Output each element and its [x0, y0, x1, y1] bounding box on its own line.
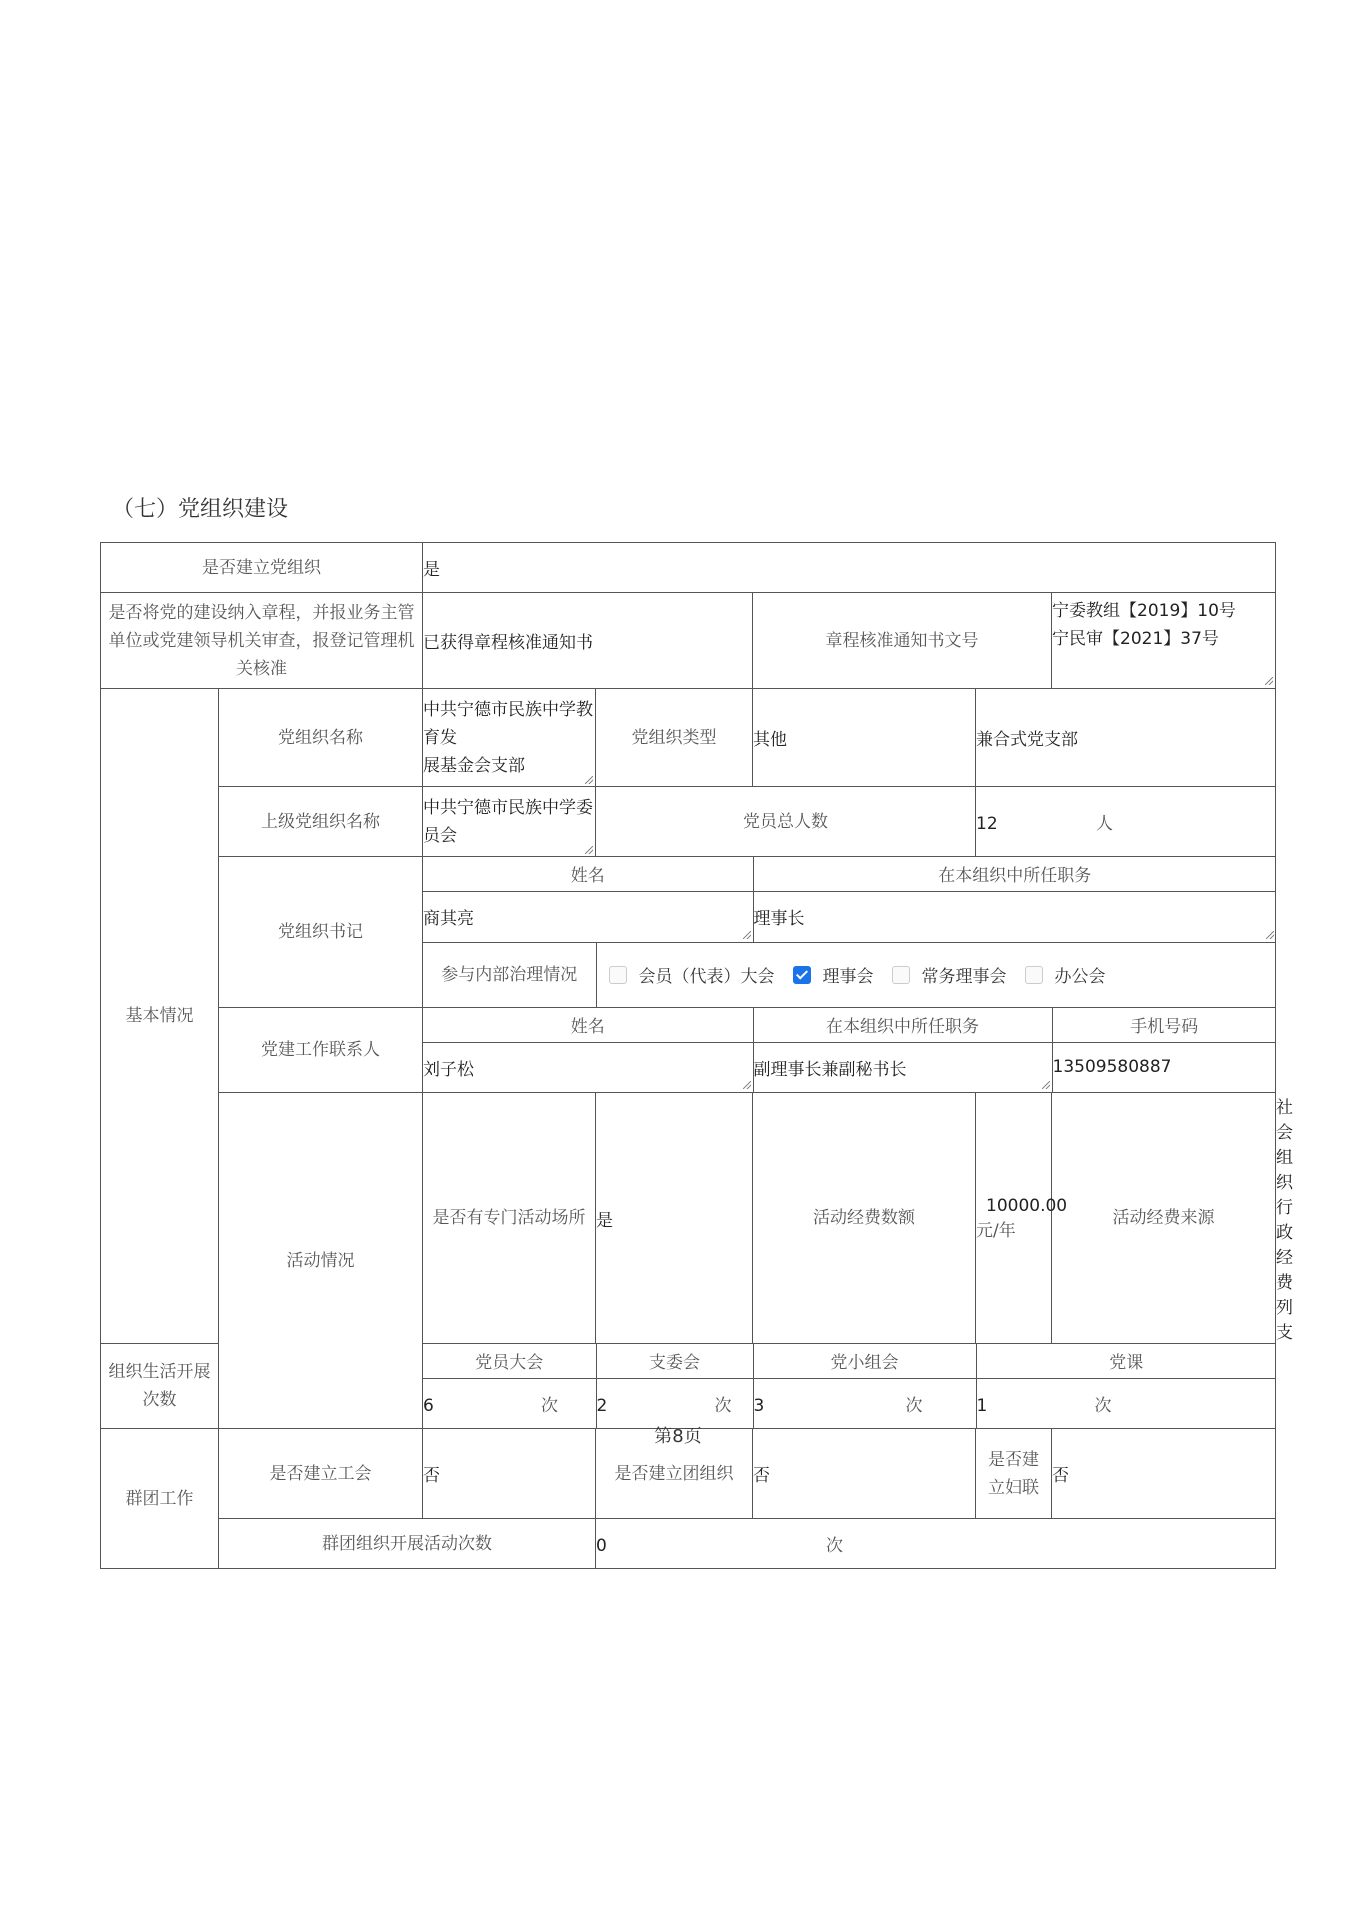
- section-title: （七）党组织建设: [112, 497, 289, 522]
- basic-group-label: 基本情况: [101, 689, 219, 1344]
- governance-option[interactable]: 会员（代表）大会: [609, 962, 775, 987]
- org-name-textarea[interactable]: [423, 689, 596, 787]
- org-type-label: 党组织类型: [596, 689, 753, 787]
- meetings-subtable: [423, 1344, 1276, 1428]
- members-unit: 人: [1096, 814, 1113, 834]
- meeting-header: 党小组会: [753, 1344, 976, 1378]
- union-value[interactable]: 否: [423, 1429, 596, 1519]
- funds-field[interactable]: [976, 1093, 1068, 1344]
- checkbox-icon[interactable]: [892, 966, 910, 984]
- party-organization-form: 是否建立党组织 是 是否将党的建设纳入章程，并报业务主管单位或党建领导机关审查，报登记管理机关核准 已获得章程核准通知书 章程核准通知书文号 宁委教组【2019】10号 宁民审【2021】37号 基本情况 党组织名称 中共宁德市民族中学教育发 展基金会支部 党组织类型 其他 兼合式党支部 上级党组织名称 中共宁德市民族中学委员会 党员总人数 12 人 党组织书记 姓名 在本组织中所任职务 商其亮 理事长 参与内部治理情况 会员（代表）大会 理事会 常务理事会 办公会 党建工作联系人 姓名 在本组织中所任职务 手机号码 刘子松 副理事长兼副秘书长 13509580887 活动情况 是否有专门活动场所 是 活动经费数额 10000.00元/年 活动经费来源 社会组织行政经费列支 组织生活开展次数 党员大会 支委会 党小组会 党课 6 次 2 次 3 次 1 次 群团工作 是否建立工会 否 是否建立团组织 否 是否建立妇联 否 群团组织开展活动次数 0 次: [100, 542, 1276, 1569]
- contact-label: 党建工作联系人: [219, 1008, 423, 1093]
- charter-value[interactable]: 已获得章程核准通知书: [423, 593, 753, 689]
- funds-label: 活动经费数额: [753, 1093, 976, 1344]
- established-value[interactable]: 是: [423, 543, 1276, 593]
- mass-activities-unit: 次: [826, 1536, 843, 1556]
- org-name-value: 中共宁德市民族中学教育发 展基金会支部: [423, 699, 593, 776]
- members-field[interactable]: [976, 787, 1276, 857]
- governance-option[interactable]: 常务理事会: [892, 962, 1007, 987]
- meeting-unit: 次: [541, 1395, 558, 1416]
- secretary-position-textarea[interactable]: [753, 891, 1276, 942]
- activity-group-label: 活动情况: [219, 1093, 423, 1429]
- mass-activities-value: 0: [596, 1536, 607, 1556]
- governance-label: 参与内部治理情况: [423, 942, 596, 1007]
- meeting-count-field[interactable]: [596, 1378, 753, 1428]
- life-label: 组织生活开展次数: [101, 1344, 219, 1429]
- meeting-header: 支委会: [596, 1344, 753, 1378]
- governance-option[interactable]: 办公会: [1025, 962, 1106, 987]
- charter-no-value: 宁委教组【2019】10号 宁民审【2021】37号: [1052, 601, 1236, 649]
- members-label: 党员总人数: [596, 787, 976, 857]
- league-value[interactable]: 否: [753, 1429, 976, 1519]
- contact-position-textarea[interactable]: [753, 1042, 1052, 1092]
- contact-phone-field[interactable]: [1052, 1042, 1276, 1092]
- members-value: 12: [976, 814, 998, 834]
- meeting-count-field[interactable]: [423, 1378, 596, 1428]
- venue-label: 是否有专门活动场所: [423, 1093, 596, 1344]
- parent-org-textarea[interactable]: [423, 787, 596, 857]
- secretary-position: 理事长: [753, 909, 805, 930]
- contact-position-header: 在本组织中所任职务: [753, 1008, 1052, 1042]
- parent-org-value: 中共宁德市民族中学委员会: [423, 797, 593, 846]
- org-name-label: 党组织名称: [219, 689, 423, 787]
- secretary-label: 党组织书记: [219, 857, 423, 1008]
- union-label: 是否建立工会: [219, 1429, 423, 1519]
- established-label: 是否建立党组织: [101, 543, 423, 593]
- checkbox-icon[interactable]: [609, 966, 627, 984]
- mass-activities-label: 群团组织开展活动次数: [219, 1519, 596, 1569]
- meeting-count-field[interactable]: [976, 1378, 1276, 1428]
- secretary-name-header: 姓名: [423, 857, 753, 891]
- meeting-unit: 次: [1094, 1395, 1112, 1416]
- meeting-count: 2: [596, 1395, 608, 1416]
- meeting-unit: 次: [714, 1395, 732, 1416]
- meeting-count: 1: [976, 1395, 988, 1416]
- page-number: 第8页: [654, 1426, 702, 1447]
- venue-value[interactable]: 是: [596, 1093, 753, 1344]
- source-label: 活动经费来源: [1052, 1093, 1276, 1344]
- secretary-name: 商其亮: [423, 909, 474, 930]
- parent-org-label: 上级党组织名称: [219, 787, 423, 857]
- funds-value: 10000.00: [986, 1195, 1068, 1216]
- meeting-count: 3: [753, 1395, 765, 1416]
- org-type-value[interactable]: 其他: [753, 689, 976, 787]
- women-value[interactable]: 否: [1052, 1429, 1276, 1519]
- mass-group-label: 群团工作: [101, 1429, 219, 1569]
- checkbox-icon[interactable]: [1025, 966, 1043, 984]
- mass-activities-field[interactable]: [596, 1519, 1276, 1569]
- charter-no-textarea[interactable]: [1052, 593, 1276, 689]
- governance-option[interactable]: 理事会: [793, 962, 874, 987]
- contact-name-textarea[interactable]: [423, 1042, 753, 1092]
- funds-unit: 元/年: [976, 1220, 1016, 1241]
- charter-label: 是否将党的建设纳入章程，并报业务主管单位或党建领导机关审查，报登记管理机关核准: [101, 593, 423, 689]
- contact-name-header: 姓名: [423, 1008, 753, 1042]
- charter-no-label: 章程核准通知书文号: [753, 593, 1052, 689]
- contact-phone: 13509580887: [1052, 1057, 1172, 1078]
- contact-subtable: [423, 1008, 1276, 1092]
- secretary-position-header: 在本组织中所任职务: [753, 857, 1276, 891]
- checkbox-checked-icon[interactable]: [793, 966, 811, 984]
- meeting-header: 党课: [976, 1344, 1276, 1378]
- meeting-header: 党员大会: [423, 1344, 596, 1378]
- women-label: 是否建立妇联: [976, 1429, 1052, 1519]
- meeting-unit: 次: [905, 1395, 923, 1416]
- meeting-count: 6: [423, 1395, 434, 1416]
- contact-name: 刘子松: [423, 1059, 474, 1080]
- contact-position: 副理事长兼副秘书长: [753, 1059, 907, 1080]
- org-form-value[interactable]: 兼合式党支部: [976, 689, 1276, 787]
- contact-phone-header: 手机号码: [1052, 1008, 1276, 1042]
- league-label: 是否建立团组织: [596, 1429, 753, 1519]
- secretary-name-textarea[interactable]: [423, 891, 753, 942]
- governance-options: [597, 962, 1277, 987]
- secretary-subtable: [423, 857, 1276, 1007]
- meeting-count-field[interactable]: [753, 1378, 976, 1428]
